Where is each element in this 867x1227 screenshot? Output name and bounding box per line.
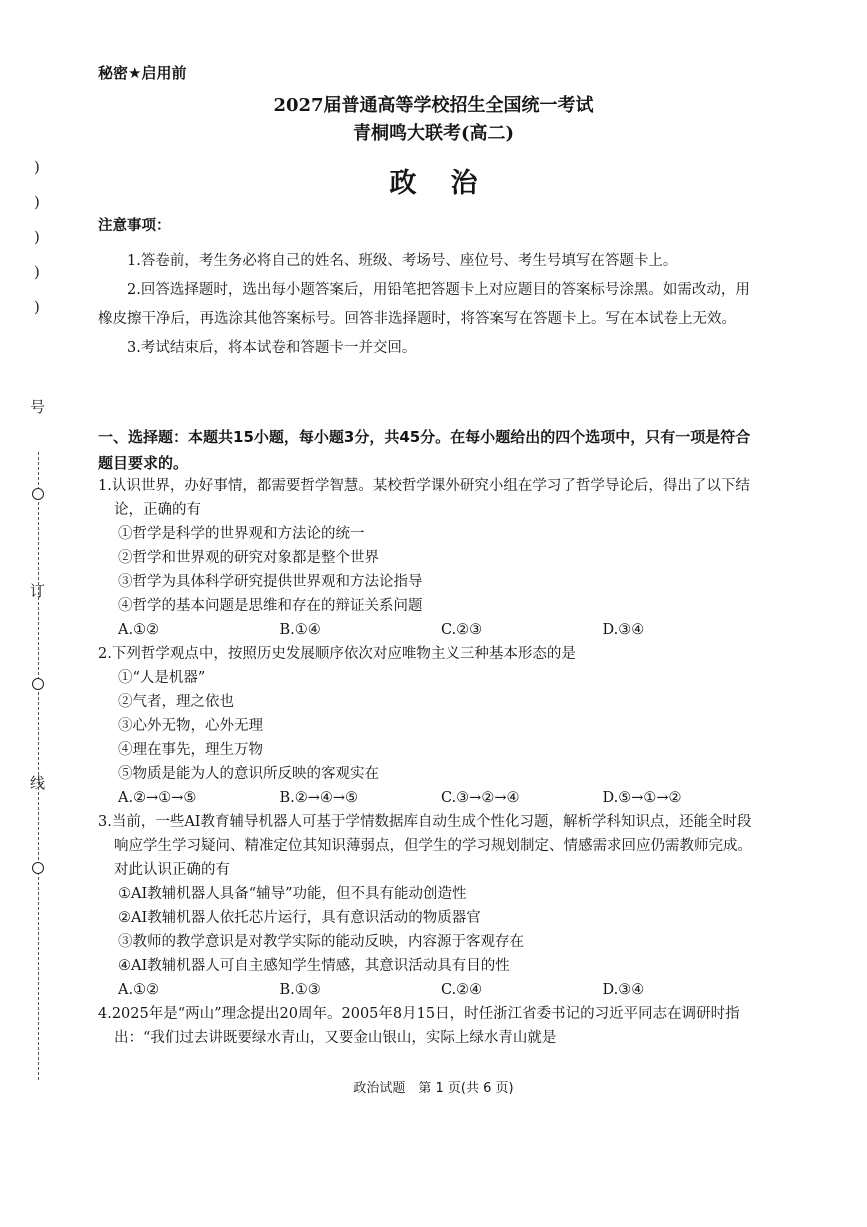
- choice-a: A.①②: [118, 982, 160, 998]
- answer-choices: [98, 786, 764, 810]
- answer-choices: [98, 618, 764, 642]
- statement-option: ①哲学是科学的世界观和方法论的统一: [118, 526, 365, 542]
- statement-option: ④哲学的基本问题是思维和存在的辩证关系问题: [118, 598, 423, 614]
- statement-option: ⑤物质是能为人的意识所反映的客观实在: [118, 766, 379, 782]
- choice-d: D.③④: [602, 622, 645, 638]
- question-4: [98, 1002, 764, 1050]
- margin-word-mid: 订: [30, 582, 46, 600]
- margin-word-low: 线: [30, 774, 46, 792]
- exam-subtitle: 青桐鸣大联考(高二): [352, 123, 515, 144]
- question-stem: 4.2025年是“两山”理念提出20周年。2005年8月15日，时任浙江省委书记的习近平同志在调研时指出：“我们过去讲既要绿水青山，又要金山银山，实际上绿水青山就是: [98, 1006, 740, 1046]
- choice-d: D.⑤→①→②: [602, 790, 682, 806]
- choice-c: C.②③: [441, 622, 483, 638]
- question-stem: 3.当前，一些AI教育辅导机器人可基于学情数据库自动生成个性化习题，解析学科知识点，还能全时段响应学生学习疑问、精准定位其知识薄弱点，但学生的学习规划制定、情感需求回应仍需教师完成。对此认识正确的有: [98, 814, 752, 878]
- exam-title: 2027届普通高等学校招生全国统一考试: [273, 95, 594, 116]
- choice-c: C.②④: [441, 982, 483, 998]
- statement-option: ③哲学为具体科学研究提供世界观和方法论指导: [118, 574, 423, 590]
- margin-mark: ): [34, 158, 40, 176]
- choice-b: B.①④: [279, 622, 321, 638]
- punch-hole: [32, 862, 44, 874]
- margin-mark: ): [34, 298, 40, 316]
- statement-option: ②哲学和世界观的研究对象都是整个世界: [118, 550, 379, 566]
- question-stem: 2.下列哲学观点中，按照历史发展顺序依次对应唯物主义三种基本形态的是: [98, 646, 576, 662]
- notice-item: 3.考试结束后，将本试卷和答题卡一并交回。: [127, 340, 417, 356]
- choice-b: B.①③: [279, 982, 321, 998]
- statement-option: ④理在事先，理生万物: [118, 742, 263, 758]
- choice-a: A.②→①→⑤: [118, 790, 197, 806]
- statement-option: ②气者，理之依也: [118, 694, 234, 710]
- notice-title: 注意事项：: [98, 218, 171, 234]
- choice-c: C.③→②→④: [441, 790, 520, 806]
- choice-b: B.②→④→⑤: [279, 790, 359, 806]
- punch-hole: [32, 488, 44, 500]
- margin-mark: ): [34, 193, 40, 211]
- margin-word-top: 号: [30, 398, 46, 416]
- subject-title: 政治: [389, 168, 512, 199]
- question-list: [98, 474, 764, 1050]
- choice-d: D.③④: [602, 982, 645, 998]
- statement-option: ④AI教辅机器人可自主感知学生情感，其意识活动具有目的性: [118, 958, 510, 974]
- binding-line: [38, 452, 39, 1080]
- question-stem: 1.认识世界，办好事情，都需要哲学智慧。某校哲学课外研究小组在学习了哲学导论后，得出了以下结论，正确的有: [98, 478, 750, 518]
- question-3: [98, 810, 764, 1002]
- statement-option: ①“人是机器”: [118, 670, 206, 686]
- statement-option: ①AI教辅机器人具备“辅导”功能，但不具有能动创造性: [118, 886, 467, 902]
- page-footer: 政治试题 第 1 页(共 6 页): [353, 1081, 514, 1096]
- margin-mark: ): [34, 228, 40, 246]
- confidential-label: 秘密★启用前: [98, 64, 187, 82]
- choice-a: A.①②: [118, 622, 160, 638]
- margin-mark: ): [34, 263, 40, 281]
- section-heading: 一、选择题：本题共15小题，每小题3分，共45分。在每小题给出的四个选项中，只有一项是符合题目要求的。: [98, 428, 751, 472]
- notice-item: 1.答卷前，考生务必将自己的姓名、班级、考场号、座位号、考生号填写在答题卡上。: [127, 253, 678, 269]
- answer-choices: [98, 978, 764, 1002]
- notice-block: [98, 214, 762, 363]
- punch-hole: [32, 678, 44, 690]
- question-2: [98, 642, 764, 810]
- statement-option: ③教师的教学意识是对教学实际的能动反映，内容源于客观存在: [118, 934, 524, 950]
- notice-item: 2.回答选择题时，选出每小题答案后，用铅笔把答题卡上对应题目的答案标号涂黑。如需改动，用橡皮擦干净后，再选涂其他答案标号。回答非选择题时，将答案写在答题卡上。写在本试卷上无效。: [98, 282, 750, 327]
- statement-option: ②AI教辅机器人依托芯片运行，具有意识活动的物质器官: [118, 910, 481, 926]
- question-1: [98, 474, 764, 642]
- statement-option: ③心外无物，心外无理: [118, 718, 263, 734]
